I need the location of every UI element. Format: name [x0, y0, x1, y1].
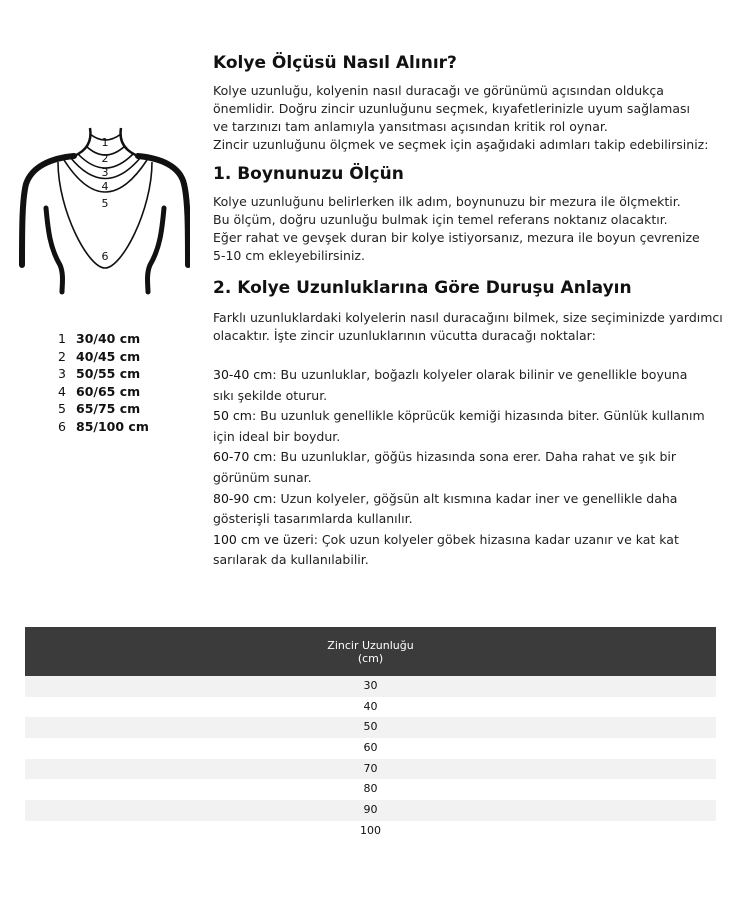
- length-item: [213, 447, 725, 468]
- arm-right-inner: [148, 208, 165, 292]
- length-item: [213, 365, 725, 386]
- necklace-length-illustration: [18, 120, 190, 300]
- intro-paragraph: [213, 82, 725, 154]
- table-header: [25, 627, 716, 676]
- section-2-paragraph: [213, 309, 725, 345]
- legend-length: 65/75 cm: [76, 401, 141, 417]
- table-row: 60: [363, 741, 378, 755]
- length-item: [213, 406, 725, 427]
- arm-left-inner: [46, 208, 63, 292]
- chain-length-table: [25, 627, 716, 842]
- length-legend: [58, 330, 198, 436]
- length-item-label: 100 cm ve üzeri: [213, 531, 314, 547]
- legend-row: [58, 400, 198, 418]
- section-2-heading: 2. Kolye Uzunluklarına Göre Duruşu Anlayın: [213, 278, 632, 298]
- table-row: 80: [363, 782, 378, 796]
- length-item-cont: sıkı şekilde oturur.: [213, 387, 328, 403]
- length-item-cont: için ideal bir boydur.: [213, 428, 341, 444]
- section-2-line: olacaktır. İşte zincir uzunluklarının vücutta duracağı noktalar:: [213, 328, 596, 343]
- legend-number: 1: [58, 331, 66, 346]
- table-row: 100: [360, 823, 381, 837]
- table-row: 50: [25, 717, 716, 738]
- legend-number: 3: [58, 366, 66, 382]
- legend-number: 4: [58, 383, 66, 399]
- length-item-text: : Çok uzun kolyeler göbek hizasına kadar uzanır ve kat kat: [313, 531, 679, 547]
- legend-row: [58, 365, 198, 383]
- marker-6: 6: [101, 250, 109, 263]
- length-item: [213, 489, 725, 510]
- intro-line: ve tarzınızı tam anlamıyla yansıtması açısından kritik rol oynar.: [213, 119, 608, 134]
- length-item-cont: sarılarak da kullanılabilir.: [213, 552, 369, 568]
- legend-row: [58, 348, 198, 366]
- table-row: 30: [25, 676, 716, 697]
- marker-1: 1: [101, 136, 109, 149]
- table-row: 40: [363, 699, 378, 713]
- intro-line: Kolye uzunluğu, kolyenin nasıl duracağı ve görünümü açısından oldukça: [213, 83, 664, 98]
- legend-length: 40/45 cm: [76, 348, 141, 364]
- length-item-cont: görünüm sunar.: [213, 469, 312, 485]
- length-item-label: 50 cm: [213, 408, 252, 424]
- neck-left-outline: [74, 128, 90, 156]
- length-item: [213, 530, 725, 551]
- marker-2: 2: [101, 152, 109, 165]
- marker-3: 3: [101, 166, 109, 179]
- section-1-line: Kolye uzunluğunu belirlerken ilk adım, boynunuzu bir mezura ile ölçmektir.: [213, 194, 681, 209]
- table-row: 90: [25, 800, 716, 821]
- section-1-line: 5-10 cm ekleyebilirsiniz.: [213, 248, 365, 263]
- length-item-label: 30-40 cm: [213, 367, 273, 382]
- length-item-text: : Bu uzunluk genellikle köprücük kemiği hizasında biter. Günlük kullanım: [251, 408, 705, 424]
- length-item-cont: gösterişli tasarımlarda kullanılır.: [213, 511, 413, 527]
- table-row: 70: [25, 759, 716, 780]
- legend-number: 6: [58, 418, 66, 434]
- legend-length: 85/100 cm: [76, 418, 149, 434]
- section-1-heading: 1. Boynunuzu Ölçün: [213, 164, 404, 184]
- legend-number: 2: [58, 348, 66, 364]
- section-1-line: Eğer rahat ve gevşek duran bir kolye istiyorsanız, mezura ile boyun çevrenize: [213, 230, 700, 245]
- legend-row: [58, 383, 198, 401]
- table-header-label: Zincir Uzunluğu: [327, 638, 414, 652]
- table-header-unit: (cm): [357, 651, 384, 665]
- length-item-text: : Bu uzunluklar, boğazlı kolyeler olarak bilinir ve genellikle boyuna: [272, 367, 688, 382]
- intro-line: önemlidir. Doğru zincir uzunluğunu seçmek, kıyafetlerinizle uyum sağlaması: [213, 101, 690, 116]
- section-2-line: Farklı uzunluklardaki kolyelerin nasıl duracağını bilmek, size seçiminizde yardımcı: [213, 310, 723, 325]
- page-title: Kolye Ölçüsü Nasıl Alınır?: [213, 53, 457, 73]
- legend-length: 60/65 cm: [76, 383, 141, 399]
- legend-row: [58, 418, 198, 436]
- legend-length: 50/55 cm: [76, 366, 141, 382]
- length-item-label: 80-90 cm: [213, 490, 273, 506]
- length-list: [213, 365, 725, 571]
- length-item-text: : Uzun kolyeler, göğsün alt kısmına kadar iner ve genellikle daha: [272, 490, 678, 506]
- legend-number: 5: [58, 401, 66, 417]
- section-1-line: Bu ölçüm, doğru uzunluğu bulmak için temel referans noktanız olacaktır.: [213, 212, 668, 227]
- section-1-paragraph: [213, 193, 725, 265]
- neck-right-outline: [121, 128, 138, 156]
- marker-5: 5: [101, 197, 109, 210]
- length-item-label: 60-70 cm: [213, 449, 273, 465]
- legend-length: 30/40 cm: [76, 331, 141, 346]
- marker-4: 4: [101, 180, 109, 193]
- guide-content: [213, 52, 725, 571]
- length-item-text: : Bu uzunluklar, göğüs hizasında sona erer. Daha rahat ve şık bir: [272, 449, 677, 465]
- legend-row: [58, 330, 198, 348]
- intro-line: Zincir uzunluğunu ölçmek ve seçmek için aşağıdaki adımları takip edebilirsiniz:: [213, 137, 709, 152]
